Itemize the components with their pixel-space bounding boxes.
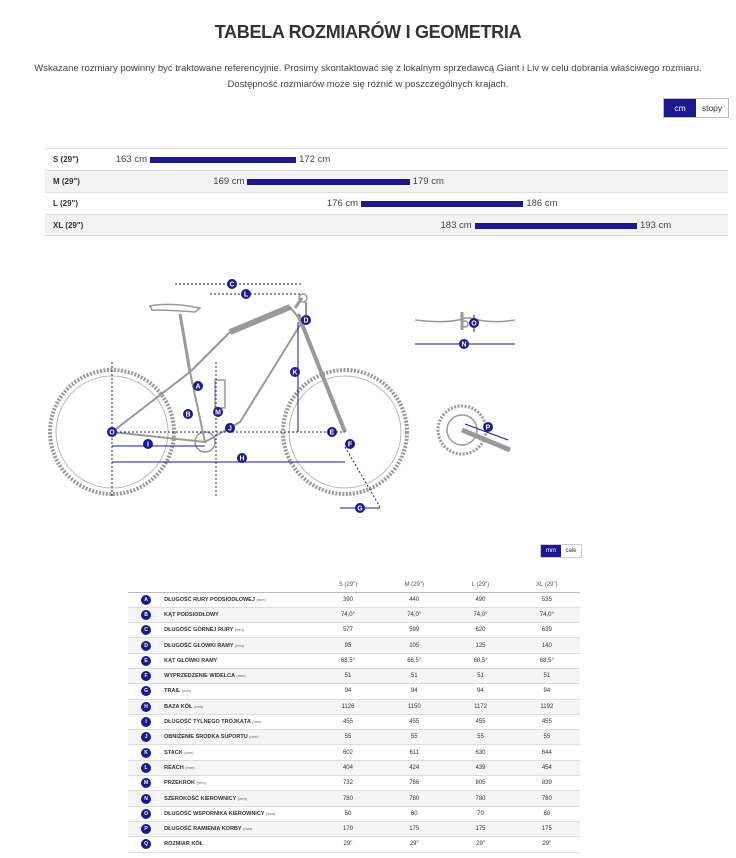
- row-label: SZEROKOŚĆ KIEROWNICY: [164, 795, 237, 802]
- intro-line-2: Dostępność rozmiarów może się różnić w poszczególnych krajach.: [227, 79, 509, 90]
- row-value: 780: [447, 791, 513, 806]
- row-label-cell: [164, 653, 315, 668]
- row-label: KĄT PODSIODŁOWY: [164, 611, 219, 618]
- table-row: [128, 699, 580, 714]
- row-label: DŁUGOŚĆ RURY PODSIODŁOWEJ: [164, 596, 255, 603]
- row-value: 95: [315, 638, 381, 653]
- row-label-cell: [164, 745, 315, 760]
- svg-text:L: L: [243, 291, 249, 299]
- row-value: 29": [514, 837, 580, 852]
- size-range-bar: [475, 223, 637, 229]
- row-unit: (mm): [234, 627, 245, 633]
- row-label-cell: [164, 638, 315, 653]
- row-value: 620: [447, 623, 513, 638]
- row-badge-cell: [128, 806, 164, 821]
- svg-text:D: D: [303, 317, 309, 325]
- table-row: [128, 821, 580, 836]
- row-unit: (mm): [196, 780, 206, 786]
- row-unit: (mm): [243, 826, 253, 832]
- row-value: 1172: [447, 699, 513, 714]
- table-row: [128, 653, 580, 668]
- row-badge-cell: [128, 837, 164, 852]
- size-min-height: 183 cm: [440, 220, 472, 231]
- row-label: OBNIŻENIE ŚRODKA SUPORTU: [164, 734, 248, 741]
- height-unit-toggle: [663, 98, 729, 118]
- size-range-bar: [150, 157, 296, 163]
- svg-text:M: M: [215, 409, 221, 417]
- row-label: DŁUGOŚĆ TYLNEGO TRÓJKĄTA: [164, 719, 251, 726]
- size-name: L (29"): [53, 199, 78, 208]
- row-value: 55: [447, 730, 513, 745]
- table-row: [128, 837, 580, 852]
- row-label-cell: [164, 776, 315, 791]
- row-value: 125: [447, 638, 513, 653]
- svg-text:N: N: [461, 341, 467, 349]
- row-badge-cell: [128, 653, 164, 668]
- row-letter-badge: L: [141, 763, 151, 773]
- row-badge-cell: [128, 760, 164, 775]
- rider-height-chart: [45, 148, 728, 236]
- row-value: 51: [315, 668, 381, 683]
- row-value: 424: [381, 760, 447, 775]
- row-value: 175: [447, 821, 513, 836]
- row-value: 535: [514, 592, 580, 607]
- size-range-bar: [247, 179, 409, 185]
- row-value: 55: [514, 730, 580, 745]
- table-row: [128, 638, 580, 653]
- svg-text:G: G: [357, 505, 363, 513]
- row-value: 140: [514, 638, 580, 653]
- intro-line-1: Wskazane rozmiary powinny być traktowane referencyjnie. Prosimy skontaktować się z lokalnym sprzedawcą Giant i Liv w celu dobrania właściwego rozmiaru.: [34, 63, 702, 74]
- row-letter-badge: B: [141, 610, 151, 620]
- row-value: 55: [381, 730, 447, 745]
- row-unit: (mm): [184, 749, 194, 755]
- size-max-height: 172 cm: [299, 154, 331, 165]
- row-value: 404: [315, 760, 381, 775]
- row-badge-cell: [128, 745, 164, 760]
- row-label: ROZMIAR KÓŁ: [164, 841, 203, 848]
- row-value: 50: [315, 806, 381, 821]
- row-label-cell: [164, 806, 315, 821]
- row-badge-cell: [128, 730, 164, 745]
- row-value: 70: [447, 806, 513, 821]
- row-letter-badge: F: [141, 671, 151, 681]
- row-letter-badge: M: [141, 778, 151, 788]
- row-value: 170: [315, 821, 381, 836]
- row-label-cell: [164, 791, 315, 806]
- row-letter-badge: K: [141, 748, 151, 758]
- header-size-m: M (29"): [381, 578, 447, 592]
- row-label: DŁUGOŚĆ WSPORNIKA KIEROWNICY: [164, 810, 265, 817]
- row-value: 455: [447, 714, 513, 729]
- intro-text: [20, 61, 716, 93]
- table-row: [128, 684, 580, 699]
- row-value: 175: [381, 821, 447, 836]
- geometry-table: [128, 578, 580, 853]
- row-value: 74,0°: [381, 607, 447, 622]
- table-row: [128, 714, 580, 729]
- unit-mm-button[interactable]: mm: [541, 545, 561, 557]
- row-label: STACK: [164, 749, 183, 756]
- size-row: [45, 170, 728, 192]
- svg-text:P: P: [485, 424, 491, 432]
- row-value: 60: [381, 806, 447, 821]
- row-value: 455: [514, 714, 580, 729]
- row-value: 68,5°: [315, 653, 381, 668]
- row-badge-cell: [128, 638, 164, 653]
- frame: [112, 307, 302, 442]
- row-badge-cell: [128, 714, 164, 729]
- fork: [298, 314, 345, 432]
- row-value: 68,5°: [514, 653, 580, 668]
- row-label-cell: [164, 821, 315, 836]
- row-value: 766: [381, 776, 447, 791]
- table-unit-toggle: [540, 544, 582, 558]
- row-letter-badge: G: [141, 686, 151, 696]
- size-row: [45, 148, 728, 170]
- table-row: [128, 806, 580, 821]
- row-badge-cell: [128, 623, 164, 638]
- row-unit: (mm): [236, 673, 246, 679]
- row-value: 455: [315, 714, 381, 729]
- row-value: 780: [315, 791, 381, 806]
- row-value: 94: [315, 684, 381, 699]
- table-row: [128, 776, 580, 791]
- component-diagrams: [410, 300, 730, 480]
- row-letter-badge: A: [141, 595, 151, 605]
- row-value: 80: [514, 806, 580, 821]
- row-value: 780: [514, 791, 580, 806]
- saddle: [150, 304, 200, 312]
- row-value: 29": [381, 837, 447, 852]
- row-value: 611: [381, 745, 447, 760]
- row-value: 732: [315, 776, 381, 791]
- svg-text:A: A: [195, 383, 201, 391]
- row-value: 630: [447, 745, 513, 760]
- row-value: 644: [514, 745, 580, 760]
- row-label: WYPRZEDZENIE WIDELCA: [164, 673, 235, 680]
- row-label: TRAIL: [164, 688, 181, 695]
- row-value: 454: [514, 760, 580, 775]
- row-label: DŁUGOŚĆ GŁÓWKI RAMY: [164, 642, 234, 649]
- row-unit: (mm): [256, 596, 266, 602]
- svg-text:F: F: [347, 441, 353, 449]
- row-unit: (mm): [193, 703, 204, 709]
- header-label: [164, 578, 315, 592]
- svg-text:J: J: [228, 425, 232, 433]
- table-row: [128, 592, 580, 607]
- table-row: [128, 760, 580, 775]
- row-value: 839: [514, 776, 580, 791]
- row-value: 94: [381, 684, 447, 699]
- row-value: 602: [315, 745, 381, 760]
- row-value: 29": [315, 837, 381, 852]
- row-value: 780: [381, 791, 447, 806]
- size-row: [45, 214, 728, 236]
- row-badge-cell: [128, 684, 164, 699]
- row-value: 440: [381, 592, 447, 607]
- table-row: [128, 623, 580, 638]
- row-letter-badge: I: [141, 717, 151, 727]
- table-row: [128, 730, 580, 745]
- row-badge-cell: [128, 607, 164, 622]
- svg-text:E: E: [329, 429, 335, 437]
- row-value: 51: [447, 668, 513, 683]
- row-label: DŁUGOŚĆ GÓRNEJ RURY: [164, 627, 234, 634]
- row-value: 51: [514, 668, 580, 683]
- row-label-cell: [164, 760, 315, 775]
- size-max-height: 193 cm: [640, 220, 672, 231]
- svg-text:O: O: [471, 320, 477, 328]
- row-badge-cell: [128, 821, 164, 836]
- size-range-bar: [361, 201, 523, 207]
- row-value: 74,0°: [315, 607, 381, 622]
- table-row: [128, 745, 580, 760]
- row-label: PRZEKROK: [164, 780, 196, 787]
- header-size-xl: XL (29"): [514, 578, 580, 592]
- header-size-s: S (29"): [315, 578, 381, 592]
- svg-text:H: H: [239, 455, 245, 463]
- row-label-cell: [164, 592, 315, 607]
- row-letter-badge: D: [141, 641, 151, 651]
- row-value: 1192: [514, 699, 580, 714]
- row-value: 74,0°: [514, 607, 580, 622]
- size-min-height: 176 cm: [326, 198, 359, 209]
- row-value: 74,0°: [447, 607, 513, 622]
- row-value: 94: [514, 684, 580, 699]
- header-size-l: L (29"): [447, 578, 513, 592]
- svg-text:K: K: [292, 369, 298, 377]
- row-value: 68,5°: [447, 653, 513, 668]
- table-header-row: [128, 578, 580, 592]
- row-value: 29": [447, 837, 513, 852]
- size-max-height: 179 cm: [412, 176, 444, 187]
- row-label-cell: [164, 623, 315, 638]
- table-row: [128, 668, 580, 683]
- row-value: 805: [447, 776, 513, 791]
- size-name: M (29"): [53, 177, 80, 186]
- row-unit: (mm): [237, 795, 248, 801]
- row-value: 175: [514, 821, 580, 836]
- row-letter-badge: Q: [141, 839, 151, 849]
- unit-inch-button[interactable]: cale: [561, 545, 581, 557]
- row-letter-badge: C: [141, 625, 151, 635]
- row-label: KĄT GŁÓWKI RAMY: [164, 657, 218, 664]
- row-value: 490: [447, 592, 513, 607]
- row-unit: (mm): [234, 642, 245, 648]
- row-value: 390: [315, 592, 381, 607]
- row-label-cell: [164, 714, 315, 729]
- row-letter-badge: O: [141, 809, 151, 819]
- row-badge-cell: [128, 668, 164, 683]
- row-letter-badge: P: [141, 824, 151, 834]
- row-value: 55: [315, 730, 381, 745]
- svg-text:C: C: [229, 281, 235, 289]
- row-label-cell: [164, 730, 315, 745]
- row-value: 577: [315, 623, 381, 638]
- row-label-cell: [164, 684, 315, 699]
- row-value: 599: [381, 623, 447, 638]
- table-row: [128, 607, 580, 622]
- row-label-cell: [164, 607, 315, 622]
- row-value: 68,5°: [381, 653, 447, 668]
- row-label: REACH: [164, 764, 184, 771]
- row-value: 439: [447, 760, 513, 775]
- row-value: 1150: [381, 699, 447, 714]
- header-empty: [128, 578, 164, 592]
- svg-text:O: O: [109, 429, 115, 437]
- size-row: [45, 192, 728, 214]
- row-letter-badge: N: [141, 794, 151, 804]
- size-name: XL (29"): [53, 221, 84, 230]
- row-value: 1126: [315, 699, 381, 714]
- row-label-cell: [164, 699, 315, 714]
- size-max-height: 186 cm: [526, 198, 558, 209]
- svg-text:B: B: [185, 411, 191, 419]
- unit-feet-button[interactable]: stopy: [696, 99, 728, 117]
- row-label: BAZA KÓŁ: [164, 703, 193, 710]
- table-row: [128, 791, 580, 806]
- row-badge-cell: [128, 699, 164, 714]
- row-label-cell: [164, 668, 315, 683]
- size-min-height: 169 cm: [213, 176, 245, 187]
- row-letter-badge: J: [141, 732, 151, 742]
- row-letter-badge: E: [141, 656, 151, 666]
- row-label-cell: [164, 837, 315, 852]
- row-value: 94: [447, 684, 513, 699]
- size-name: S (29"): [53, 155, 79, 164]
- row-letter-badge: H: [141, 702, 151, 712]
- row-unit: (mm): [249, 734, 259, 740]
- row-unit: (mm): [181, 688, 192, 694]
- row-value: 51: [381, 668, 447, 683]
- row-value: 105: [381, 638, 447, 653]
- size-min-height: 163 cm: [115, 154, 147, 165]
- row-unit: (mm): [265, 810, 276, 816]
- row-badge-cell: [128, 592, 164, 607]
- row-unit: (mm): [185, 764, 195, 770]
- row-badge-cell: [128, 791, 164, 806]
- row-value: 455: [381, 714, 447, 729]
- row-unit: (mm): [252, 719, 262, 725]
- row-label: DŁUGOŚĆ RAMIENIA KORBY: [164, 826, 242, 833]
- page-title: TABELA ROZMIARÓW I GEOMETRIA: [214, 22, 522, 42]
- row-value: 639: [514, 623, 580, 638]
- row-badge-cell: [128, 776, 164, 791]
- unit-cm-button[interactable]: cm: [664, 99, 696, 117]
- svg-text:I: I: [147, 441, 149, 449]
